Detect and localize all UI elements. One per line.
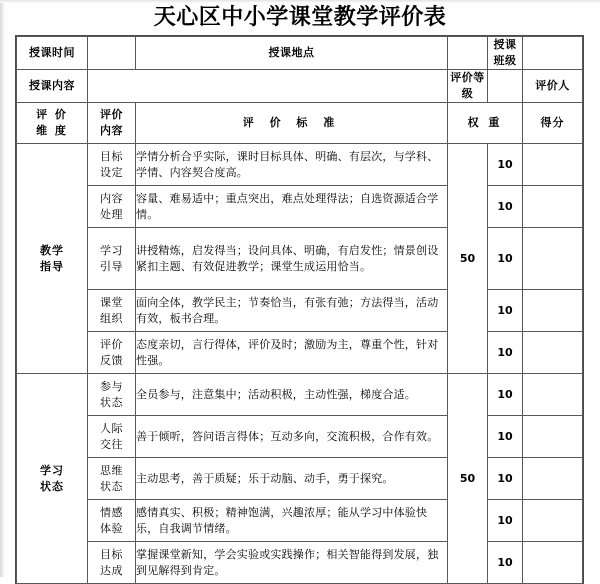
content-line1: 思维 xyxy=(100,463,123,477)
content-cell xyxy=(88,416,136,458)
section-weight-total: 50 xyxy=(448,144,488,374)
row-weight: 10 xyxy=(488,458,523,500)
content-line2: 引导 xyxy=(100,259,123,273)
column-header-content-line1: 评价 xyxy=(100,108,123,121)
table-row xyxy=(17,290,583,332)
score-input[interactable] xyxy=(523,186,583,228)
dimension-line2: 状态 xyxy=(40,479,64,493)
content-line1: 人际 xyxy=(100,421,123,435)
input-teaching-place[interactable] xyxy=(448,37,488,70)
content-cell xyxy=(88,542,136,584)
content-line1: 目标 xyxy=(100,547,123,561)
scan-edge-top xyxy=(0,0,600,3)
row-weight: 10 xyxy=(488,144,523,186)
criteria-cell: 善于倾听，答问语言得体；互动多向，交流积极，合作有效。 xyxy=(136,416,448,458)
table-row xyxy=(17,416,583,458)
criteria-cell: 态度亲切，言行得体，评价及时；激励为主，尊重个性，针对性强。 xyxy=(136,332,448,374)
table-row xyxy=(17,458,583,500)
content-cell xyxy=(88,186,136,228)
row-weight: 10 xyxy=(488,542,523,584)
content-line2: 体验 xyxy=(100,521,123,535)
content-cell xyxy=(88,228,136,290)
content-line1: 参与 xyxy=(100,379,123,393)
info-row-2 xyxy=(17,70,583,103)
column-header-dimension-line1: 评 价 xyxy=(36,108,68,121)
content-line2: 达成 xyxy=(100,563,123,577)
table-row xyxy=(17,332,583,374)
table-row xyxy=(17,374,583,416)
content-line2: 处理 xyxy=(100,207,123,221)
criteria-cell: 掌握课堂新知，学会实验或实践操作；相关智能得到发展，独到见解得到肯定。 xyxy=(136,542,448,584)
dimension-line1: 教学 xyxy=(40,243,64,257)
column-header-weight: 权 重 xyxy=(448,103,523,144)
table-row xyxy=(17,228,583,290)
content-line1: 课堂 xyxy=(100,295,123,309)
table-row xyxy=(17,500,583,542)
column-header-score: 得分 xyxy=(523,103,583,144)
label-evaluation-level: 评价等级 xyxy=(448,70,488,103)
content-line1: 内容 xyxy=(100,191,123,205)
content-cell xyxy=(88,332,136,374)
column-header-criteria: 评 价 标 准 xyxy=(136,103,448,144)
criteria-cell: 感情真实、积极；精神饱满，兴趣浓厚；能从学习中体验快乐，自我调节情绪。 xyxy=(136,500,448,542)
column-header-content-line2: 内容 xyxy=(100,124,123,137)
label-teaching-class: 授课班级 xyxy=(488,37,523,70)
score-input[interactable] xyxy=(523,228,583,290)
dimension-line2: 指导 xyxy=(40,259,64,273)
content-line2: 设定 xyxy=(100,165,123,179)
input-teaching-content[interactable] xyxy=(88,70,448,103)
label-teaching-place: 授课地点 xyxy=(136,37,448,70)
content-cell xyxy=(88,458,136,500)
table-row xyxy=(17,542,583,584)
content-line2: 状态 xyxy=(100,395,123,409)
table-row xyxy=(17,186,583,228)
info-row-1 xyxy=(17,37,583,70)
row-weight: 10 xyxy=(488,416,523,458)
score-input[interactable] xyxy=(523,542,583,584)
row-weight: 10 xyxy=(488,228,523,290)
content-line1: 评价 xyxy=(100,337,123,351)
score-input[interactable] xyxy=(523,332,583,374)
row-weight: 10 xyxy=(488,332,523,374)
content-cell xyxy=(88,500,136,542)
input-evaluation-level[interactable] xyxy=(488,70,523,103)
row-weight: 10 xyxy=(488,290,523,332)
score-input[interactable] xyxy=(523,500,583,542)
input-teaching-time[interactable] xyxy=(88,37,136,70)
label-teaching-content: 授课内容 xyxy=(17,70,88,103)
input-teaching-class[interactable] xyxy=(523,37,583,70)
evaluation-form-table xyxy=(16,36,583,584)
dimension-line1: 学习 xyxy=(40,463,64,477)
content-line1: 学习 xyxy=(100,243,123,257)
score-input[interactable] xyxy=(523,374,583,416)
column-header-dimension-line2: 维 度 xyxy=(36,124,68,137)
criteria-cell: 全员参与，注意集中；活动积极，主动性强，梯度合适。 xyxy=(136,374,448,416)
content-line2: 状态 xyxy=(100,479,123,493)
content-line2: 组织 xyxy=(100,311,123,325)
criteria-cell: 主动思考，善于质疑；乐于动脑、动手，勇于探究。 xyxy=(136,458,448,500)
score-input[interactable] xyxy=(523,290,583,332)
criteria-cell: 讲授精炼，启发得当；设问具体、明确，有启发性；情景创设紧扣主题、有效促进教学；课堂生成运用恰当。 xyxy=(136,228,448,290)
score-input[interactable] xyxy=(523,458,583,500)
content-cell xyxy=(88,374,136,416)
row-weight: 10 xyxy=(488,374,523,416)
label-evaluator: 评价人 xyxy=(523,70,583,103)
dimension-cell-learning-state xyxy=(17,374,88,584)
score-input[interactable] xyxy=(523,144,583,186)
scan-edge-left xyxy=(0,0,5,577)
column-header-dimension xyxy=(17,103,88,144)
content-cell xyxy=(88,290,136,332)
content-line2: 反馈 xyxy=(100,353,123,367)
content-line2: 交往 xyxy=(100,437,123,451)
score-input[interactable] xyxy=(523,416,583,458)
column-header-content xyxy=(88,103,136,144)
dimension-cell-teaching-guidance xyxy=(17,144,88,374)
table-row xyxy=(17,144,583,186)
column-header-row xyxy=(17,103,583,144)
content-cell xyxy=(88,144,136,186)
section-weight-total: 50 xyxy=(448,374,488,584)
criteria-cell: 容量、难易适中；重点突出，难点处理得法；自选资源适合学情。 xyxy=(136,186,448,228)
label-teaching-time: 授课时间 xyxy=(17,37,88,70)
content-line1: 目标 xyxy=(100,149,123,163)
page-title: 天心区中小学课堂教学评价表 xyxy=(153,5,447,30)
content-line1: 情感 xyxy=(100,505,123,519)
row-weight: 10 xyxy=(488,500,523,542)
row-weight: 10 xyxy=(488,186,523,228)
criteria-cell: 面向全体，教学民主；节奏恰当，有张有弛；方法得当，活动有效，板书合理。 xyxy=(136,290,448,332)
criteria-cell: 学情分析合乎实际，课时目标具体、明确、有层次，与学科、学情、内容契合度高。 xyxy=(136,144,448,186)
